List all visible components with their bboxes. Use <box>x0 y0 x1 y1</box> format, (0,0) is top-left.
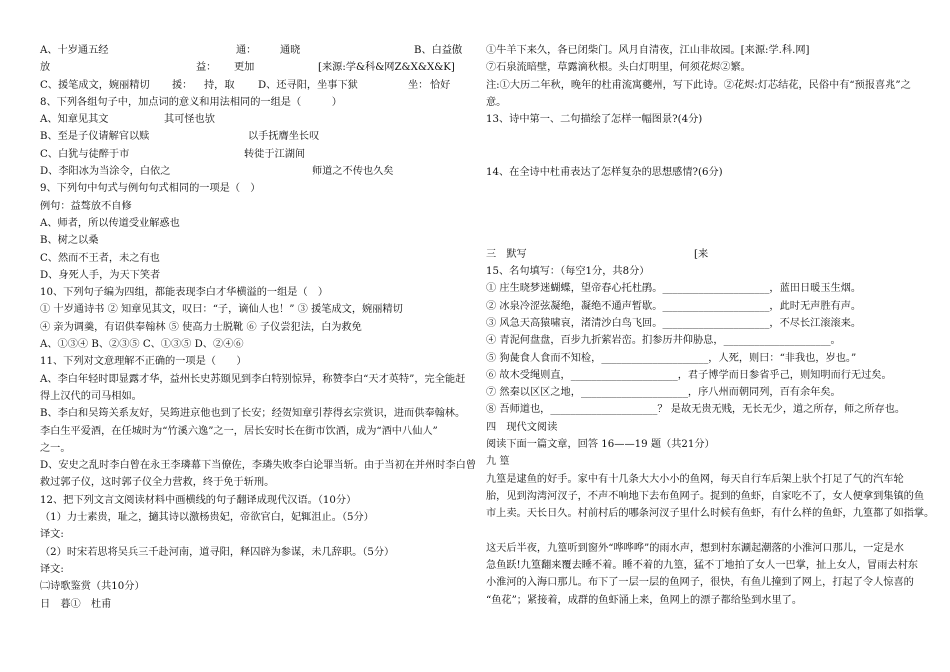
fill-line-4 <box>486 332 912 349</box>
q11-option-b-cont2: 之一。 <box>40 442 71 454</box>
q8-option-b <box>40 128 462 145</box>
q7-option-a-word: 通： <box>236 45 257 56</box>
fill-line-7-end: ，序八州而朝同列，百有余年矣。 <box>687 387 841 399</box>
q9-option-b: B、树之以桑 <box>40 235 99 247</box>
fill-line-1-text: ① 庄生晓梦迷蝴蝶，望帝春心托杜鹃。 <box>486 283 663 295</box>
q12-sentence-1: （1）力士素贵，耻之，擿其诗以激杨贵妃，帝欲官白，妃辄沮止。（5分） <box>40 512 374 524</box>
q8-option-d-left: D、李阳冰为当涂令，白依之 <box>40 166 171 178</box>
q12-translation-label-1: 译文: <box>40 529 64 541</box>
q7-option-d-word: 坐： <box>408 79 429 91</box>
q8-option-d <box>40 163 462 180</box>
fill-line-7 <box>486 384 912 401</box>
section-4-title: 四 现代文阅读 <box>486 421 558 433</box>
q11-stem: 11、下列对文意理解不正确的一项是（ ） <box>40 356 247 368</box>
q7-option-a: A、十岁通五经 <box>40 45 109 56</box>
fill-line-8-text: ⑧ 吾师道也， <box>486 404 551 416</box>
q8-option-c-left: C、白犹与徒醉于市 <box>40 148 130 160</box>
fill-line-3-text: ③ 风急天高猿啸哀，渚清沙白鸟飞回。 <box>486 317 663 329</box>
q12-sentence-2: （2）时宋若思将吴兵三千赴河南，道寻阳，释囚辟为参谋，未几辞职。（5分） <box>40 546 395 558</box>
q15-stem: 15、名句填写：（每空1分，共8分） <box>486 266 650 278</box>
q7-option-a-gloss: 通晓 <box>280 45 301 56</box>
fill-line-1 <box>486 280 912 297</box>
fill-line-4-end: 。 <box>830 335 841 347</box>
q8-option-d-right: 师道之不传也久矣 <box>312 166 394 178</box>
left-column <box>40 42 477 613</box>
q10-items-line1: ① 十岁通诗书 ② 知章见其文，叹曰：“子，谪仙人也！” ③ 援笔成文，婉丽精切 <box>40 304 403 316</box>
q7-option-b-gloss: 更加 <box>234 62 255 74</box>
q7-option-b: B、白益傲 <box>414 45 463 56</box>
fill-line-5 <box>486 350 912 367</box>
poem-line-2: ⑦石泉流暗壁，草露滴秋根。头白灯明里，何须花烬②繁。 <box>486 62 751 74</box>
paragraph-1-line-1: 九篁是逮鱼的好手。家中有十几条大大小小的鱼网，每天自行车后架上驮个打足了气的汽车轮 <box>486 473 904 485</box>
fill-line-5-end: ，人死，则曰：“非我也，岁也。” <box>708 352 857 364</box>
q11-option-d: D、安史之乱时李白曾在永王李璘幕下当僚佐，李璘失败李白论罪当斩。由于当初在并州时李白曾 <box>40 460 477 472</box>
story-title: 九 篁 <box>486 456 510 468</box>
section-3-title: 三 默写 <box>486 248 527 260</box>
q11-option-a: A、李白年轻时即显露才华，益州长史苏颋见到李白特别惊异，称赞李白“天才英特”，完全能赶 <box>40 373 466 385</box>
section-3-heading <box>486 246 912 263</box>
answer-blank[interactable]: _____________________ <box>662 317 770 329</box>
q10-stem: 10、下列句子编为四组，都能表现李白才华横溢的一组是（ ） <box>40 287 329 299</box>
q11-option-d-cont: 救过郭子仪，这时郭子仪全力营救，终于免于斩刑。 <box>40 477 275 489</box>
q14-stem: 14、在全诗中杜甫表达了怎样复杂的思想感情?(6分) <box>486 167 723 179</box>
paragraph-2-line-1: 这天后半夜，九篁听到窗外“哗哗哗”的雨水声，想到村东涮起潮落的小淮河口那儿，一定是水 <box>486 542 904 554</box>
paragraph-2-line-4: “鱼花”；紧接着，成群的鱼虾涌上来，鱼网上的漂子都给坠到水里了。 <box>486 594 803 606</box>
q7-option-d-gloss: 恰好 <box>430 79 451 91</box>
q7-option-d: D、还寻阳，坐事下狱 <box>258 79 358 91</box>
poem-note-cont: 意。 <box>486 96 507 108</box>
q7-option-b-line <box>40 59 462 76</box>
q7-option-cd-line <box>40 77 462 94</box>
paragraph-1-line-3: 市上卖。天长日久。村前村后的哪条河汊子里什么时候有鱼虾，有什么样的鱼虾，九篁都了如指掌。 <box>486 508 935 520</box>
fill-line-1-end: ，蓝田日暖玉生烟。 <box>769 283 862 295</box>
fill-line-4-text: ④ 青泥何盘盘，百步九折萦岩峦。扪参历井仰胁息， <box>486 335 724 347</box>
answer-blank[interactable]: _____________________ <box>662 300 770 312</box>
paragraph-1-line-2: 胎，见到沟湾河汊子，不声不响地下去布鱼网子。捉到的鱼虾，自家吃不了，女人便拿到集镇的鱼 <box>486 490 925 502</box>
section-4-intro: 阅读下面一篇文章，回答 16——19 题（共21分） <box>486 439 715 451</box>
answer-blank[interactable]: _____________________ <box>662 283 770 295</box>
fill-line-3-end: ，不尽长江滚滚来。 <box>769 317 862 329</box>
fill-line-6-end: ，君子博学而日参省乎己，则知明而行无过矣。 <box>677 369 892 381</box>
fill-line-6-text: ⑥ 故木受绳则直， <box>486 369 571 381</box>
q11-option-b: B、李白和吴筠关系友好，吴筠进京他也到了长安；经贺知章引荐得玄宗赏识，进而供奉翰林。 <box>40 408 466 420</box>
poetry-section-heading: ㈡诗歌鉴赏（共10分） <box>40 581 145 593</box>
answer-blank[interactable]: _____________________ <box>550 404 658 416</box>
q11-option-b-cont: 李白生平爱酒，在任城时为“竹溪六逸”之一，居长安时长在街市饮酒，成为“酒中八仙人” <box>40 425 438 437</box>
paragraph-2-line-2: 急鱼跃!九篁翻来覆去睡不着。睡不着的九篁，猛不丁地拍了女人一巴掌，扯上女人，冒雨去村东 <box>486 560 918 572</box>
answer-blank[interactable]: _____________________ <box>723 335 831 347</box>
fill-line-5-text: ⑤ 狗彘食人食而不知检， <box>486 352 602 364</box>
q8-option-c-right: 转徙于江湖间 <box>244 148 306 160</box>
section-3-source: [来 <box>694 248 709 260</box>
fill-line-2 <box>486 298 912 315</box>
q9-option-a: A、师者，所以传道受业解惑也 <box>40 217 180 229</box>
fill-line-3 <box>486 315 912 332</box>
q13-stem: 13、诗中第一、二句描绘了怎样一幅图景?(4分) <box>486 114 703 126</box>
poem-line-1: ①牛羊下来久，各已闭柴门。风月自清夜，江山非故园。[来源:学.科.网] <box>486 45 810 56</box>
q10-options: A、①③④ B、②③⑤ C、①③⑤ D、②④⑥ <box>40 339 244 351</box>
q10-items-line2: ④ 亲为调羹，有诏供奉翰林 ⑤ 使高力士脱靴 ⑥ 子仪尝犯法，白为救免 <box>40 321 362 333</box>
q12-translation-label-2: 译文: <box>40 563 64 575</box>
q8-option-a-left: A、知章见其文 <box>40 114 109 126</box>
q11-option-a-cont: 得上汉代的司马相如。 <box>40 390 142 402</box>
q7-option-b-cont: 放 <box>40 62 51 74</box>
q8-option-b-right: 以手抚膺坐长叹 <box>248 131 320 143</box>
q7-option-c-word: 援： <box>172 79 193 91</box>
q9-option-c: C、然而不王者，未之有也 <box>40 252 160 264</box>
q9-option-d: D、身死人手，为天下笑者 <box>40 269 161 281</box>
fill-line-8 <box>486 401 912 418</box>
fill-line-7-text: ⑦ 然秦以区区之地， <box>486 387 581 399</box>
source-tag: [来源:学&科&网Z&X&X&K] <box>318 62 455 74</box>
q9-example: 例句：益骜放不自修 <box>40 200 132 212</box>
fill-line-2-end: ，此时无声胜有声。 <box>769 300 862 312</box>
poem-title: 日 暮① 杜甫 <box>40 598 112 610</box>
q7-option-b-word: 益： <box>196 62 217 74</box>
q7-option-c: C、援笔成文，婉丽精切 <box>40 79 150 91</box>
paragraph-2-line-3: 小淮河的入海口那儿。布下了一层一层的鱼网子，很快，有鱼儿撞到了网上，打起了令人惊喜的 <box>486 577 914 589</box>
fill-line-8-end: ？ 是故无贵无贱，无长无少，道之所存，师之所存也。 <box>657 404 906 416</box>
q8-stem: 8、下列各组句子中，加点词的意义和用法相同的一组是（ ） <box>40 96 342 108</box>
q9-stem: 9、下列句中句式与例句句式相同的一项是（ ） <box>40 183 261 195</box>
paragraph-gap <box>486 523 912 540</box>
fill-line-6 <box>486 367 912 384</box>
q8-option-a <box>40 111 462 128</box>
q8-option-c <box>40 146 462 163</box>
answer-blank[interactable]: _____________________ <box>580 387 688 399</box>
q7-option-c-gloss: 持，取 <box>204 79 235 91</box>
poem-note: 注:①大历二年秋，晚年的杜甫流寓夔州，写下此诗。②花烬:灯芯结花，民俗中有“预报喜兆”之 <box>486 79 911 91</box>
answer-blank[interactable]: _____________________ <box>601 352 709 364</box>
fill-line-2-text: ② 冰泉冷涩弦凝绝，凝绝不通声暂歇。 <box>486 300 663 312</box>
q7-option-a-line <box>40 42 462 59</box>
q8-option-a-right: 其可怪也欤 <box>164 114 215 126</box>
answer-blank[interactable]: _____________________ <box>570 369 678 381</box>
q12-stem: 12、把下列文言文阅读材料中画横线的句子翻译成现代汉语。（10分） <box>40 494 357 506</box>
right-column <box>486 42 935 609</box>
q8-option-b-left: B、至是子仪请解官以赎 <box>40 131 150 143</box>
